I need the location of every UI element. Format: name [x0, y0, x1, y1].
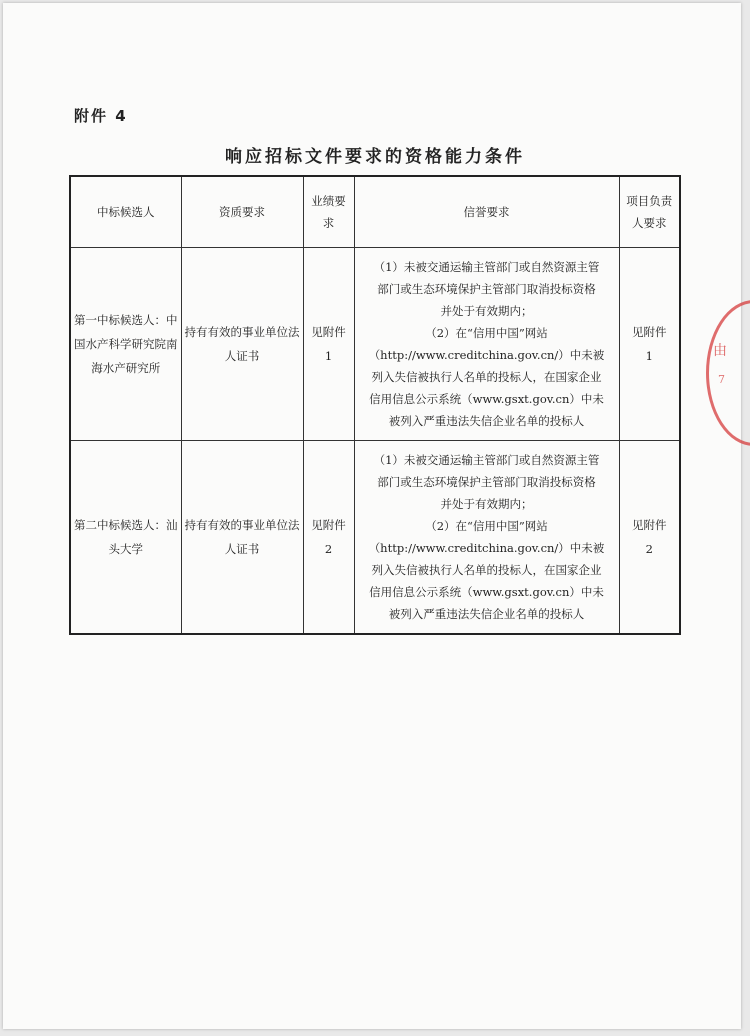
qualification-table: [69, 175, 681, 635]
seal-text: 7: [718, 373, 725, 386]
manager-cell: [619, 441, 680, 635]
qualification-cell: 持有有效的事业单位法人证书: [181, 441, 303, 635]
performance-text: 见附件: [311, 325, 346, 339]
candidate-cell: 第二中标候选人：汕头大学: [70, 441, 181, 635]
manager-cell: [619, 248, 680, 441]
credit-line: 信用信息公示系统（www.gsxt.gov.cn）中未: [369, 392, 604, 406]
performance-cell: [303, 248, 354, 441]
credit-cell: [354, 441, 619, 635]
credit-line: 列入失信被执行人名单的投标人，在国家企业: [371, 563, 602, 577]
credit-line: 并处于有效期内；: [440, 497, 533, 511]
credit-line: 被列入严重违法失信企业名单的投标人: [388, 414, 585, 428]
credit-line: （http://www.creditchina.gov.cn/）中未被: [368, 541, 605, 555]
header-manager: 项目负责人要求: [619, 176, 680, 248]
table-row: [70, 248, 680, 441]
qualification-cell: 持有有效的事业单位法人证书: [181, 248, 303, 441]
header-qualification: 资质要求: [181, 176, 303, 248]
header-performance: 业绩要求: [303, 176, 354, 248]
credit-line: 并处于有效期内；: [440, 304, 533, 318]
credit-line: （1）未被交通运输主管部门或自然资源主管: [373, 453, 600, 467]
manager-text: 见附件: [632, 325, 667, 339]
credit-line: （2）在“信用中国”网站: [425, 519, 548, 533]
manager-number: 2: [645, 542, 653, 556]
performance-text: 见附件: [311, 518, 346, 532]
credit-line: 部门或生态环境保护主管部门取消投标资格: [377, 475, 596, 489]
performance-number: 1: [324, 349, 333, 363]
credit-line: （http://www.creditchina.gov.cn/）中未被: [368, 348, 605, 362]
performance-cell: [303, 441, 354, 635]
credit-line: 被列入严重违法失信企业名单的投标人: [388, 607, 585, 621]
table-header-row: [70, 176, 680, 248]
credit-line: 部门或生态环境保护主管部门取消投标资格: [377, 282, 596, 296]
manager-text: 见附件: [632, 518, 667, 532]
performance-number: 2: [324, 542, 333, 556]
credit-cell: [354, 248, 619, 441]
credit-line: 信用信息公示系统（www.gsxt.gov.cn）中未: [369, 585, 604, 599]
seal-text: 由: [713, 343, 727, 359]
header-candidate: 中标候选人: [70, 176, 181, 248]
credit-line: （2）在“信用中国”网站: [425, 326, 548, 340]
table-row: [70, 441, 680, 635]
credit-line: 列入失信被执行人名单的投标人，在国家企业: [371, 370, 602, 384]
credit-line: （1）未被交通运输主管部门或自然资源主管: [373, 260, 600, 274]
candidate-cell: 第一中标候选人：中国水产科学研究院南海水产研究所: [70, 248, 181, 441]
manager-number: 1: [645, 349, 653, 363]
page-title: 响应招标文件要求的资格能力条件: [225, 147, 525, 167]
header-credit: 信誉要求: [354, 176, 619, 248]
attachment-label: 附件 4: [74, 107, 128, 125]
